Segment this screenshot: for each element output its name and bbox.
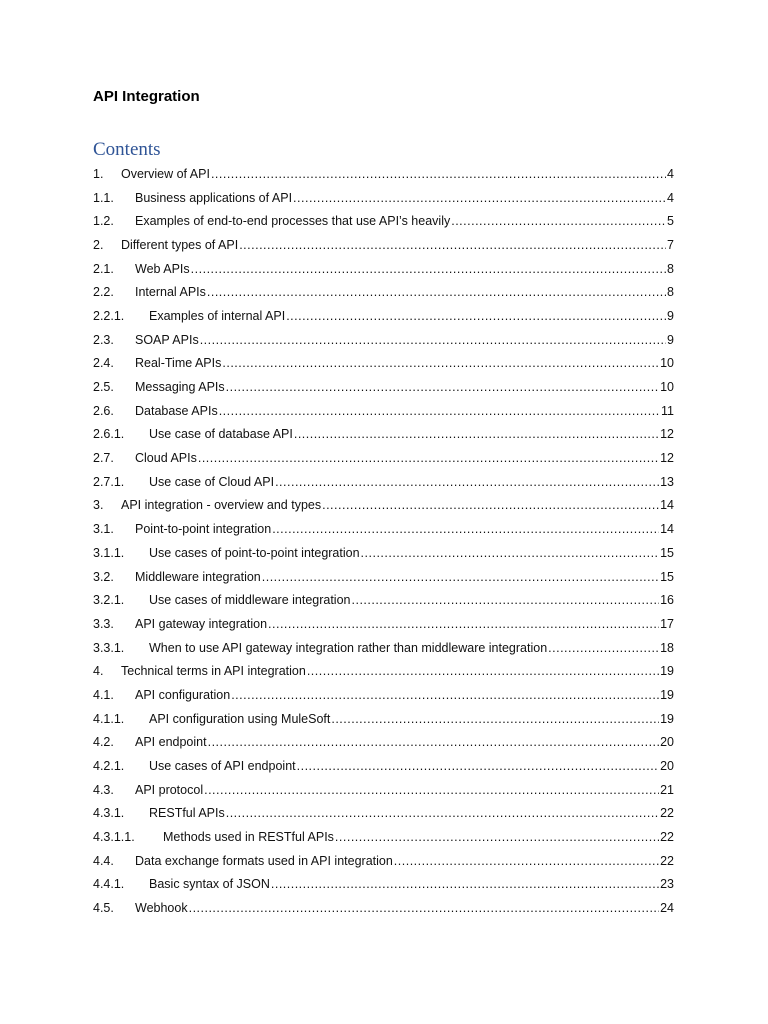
toc-entry-page-number[interactable]: 23	[660, 877, 674, 892]
toc-entry-title[interactable]: API protocol	[135, 782, 204, 797]
toc-entry[interactable]	[93, 494, 674, 518]
toc-entry[interactable]	[93, 825, 674, 849]
toc-entry-page-number[interactable]: 19	[660, 664, 674, 679]
toc-entry-page-number[interactable]: 16	[660, 593, 674, 608]
toc-entry-page-number[interactable]: 4	[667, 190, 674, 205]
toc-entry-number: 2.7.1.	[93, 474, 125, 489]
toc-entry-page-number[interactable]: 21	[660, 782, 674, 797]
toc-entry-title[interactable]: API configuration using MuleSoft	[149, 711, 331, 726]
toc-entry[interactable]	[93, 186, 674, 210]
toc-dot-leader	[394, 853, 659, 869]
toc-entry-page-number[interactable]: 19	[660, 687, 674, 702]
toc-entry[interactable]	[93, 636, 674, 660]
toc-entry[interactable]	[93, 399, 674, 423]
toc-entry[interactable]	[93, 873, 674, 897]
toc-entry[interactable]	[93, 517, 674, 541]
toc-entry-number: 3.3.	[93, 616, 114, 631]
toc-entry-number: 2.	[93, 237, 104, 252]
toc-entry-title[interactable]: Data exchange formats used in API integration	[135, 853, 393, 868]
document-title: API Integration	[93, 88, 200, 105]
toc-entry-title[interactable]: Overview of API	[121, 166, 210, 181]
toc-entry-page-number[interactable]: 10	[660, 356, 674, 371]
toc-entry-page-number[interactable]: 11	[661, 403, 674, 418]
toc-entry[interactable]	[93, 541, 674, 565]
toc-entry-number: 4.	[93, 664, 104, 679]
toc-entry-page-number[interactable]: 9	[667, 332, 674, 347]
toc-entry-page-number[interactable]: 14	[660, 498, 674, 513]
toc-entry-title[interactable]: API endpoint	[135, 735, 207, 750]
toc-entry-title[interactable]: Internal APIs	[135, 285, 206, 300]
toc-entry-number: 4.3.1.1.	[93, 830, 135, 845]
toc-dot-leader	[548, 640, 659, 656]
toc-entry-number: 2.6.	[93, 403, 114, 418]
toc-dot-leader	[219, 403, 660, 419]
toc-dot-leader	[297, 758, 659, 774]
toc-entry[interactable]	[93, 209, 674, 233]
toc-entry-title[interactable]: Use case of Cloud API	[149, 474, 275, 489]
toc-entry-page-number[interactable]: 5	[667, 214, 674, 229]
toc-entry-title[interactable]: When to use API gateway integration rather than middleware integration	[149, 640, 548, 655]
toc-entry-page-number[interactable]: 22	[660, 853, 674, 868]
toc-dot-leader	[335, 829, 659, 845]
toc-entry-page-number[interactable]: 12	[660, 427, 674, 442]
toc-entry[interactable]	[93, 470, 674, 494]
toc-dot-leader	[226, 805, 659, 821]
toc-dot-leader	[294, 426, 659, 442]
toc-dot-leader	[451, 213, 666, 229]
toc-dot-leader	[307, 663, 659, 679]
toc-entry[interactable]	[93, 375, 674, 399]
toc-entry-page-number[interactable]: 8	[667, 285, 674, 300]
toc-entry[interactable]	[93, 162, 674, 186]
toc-dot-leader	[262, 569, 659, 585]
toc-entry[interactable]	[93, 304, 674, 328]
toc-entry-number: 4.5.	[93, 901, 114, 916]
toc-dot-leader	[231, 687, 659, 703]
toc-entry-number: 4.2.1.	[93, 759, 125, 774]
toc-entry[interactable]	[93, 896, 674, 920]
toc-entry[interactable]	[93, 328, 674, 352]
toc-entry-page-number[interactable]: 12	[660, 451, 674, 466]
toc-entry-title[interactable]: Use cases of point-to-point integration	[149, 545, 360, 560]
toc-entry-page-number[interactable]: 18	[660, 640, 674, 655]
toc-entry-number: 3.2.	[93, 569, 114, 584]
toc-entry-page-number[interactable]: 20	[660, 735, 674, 750]
toc-entry-number: 4.1.1.	[93, 711, 125, 726]
toc-entry-title[interactable]: Examples of end-to-end processes that use API’s heavily	[135, 214, 451, 229]
toc-entry-number: 2.1.	[93, 261, 114, 276]
toc-entry[interactable]	[93, 802, 674, 826]
toc-entry-number: 3.2.1.	[93, 593, 125, 608]
toc-entry-number: 3.1.1.	[93, 545, 125, 560]
toc-entry-page-number[interactable]: 9	[667, 308, 674, 323]
toc-entry-title[interactable]: API gateway integration	[135, 616, 268, 631]
toc-entry-page-number[interactable]: 17	[660, 616, 674, 631]
toc-entry[interactable]	[93, 446, 674, 470]
toc-dot-leader	[322, 497, 659, 513]
toc-entry[interactable]	[93, 707, 674, 731]
toc-entry-title[interactable]: Methods used in RESTful APIs	[163, 830, 334, 845]
toc-dot-leader	[222, 355, 659, 371]
toc-entry-title[interactable]: Webhook	[135, 901, 188, 916]
table-of-contents	[93, 162, 674, 920]
toc-entry[interactable]	[93, 423, 674, 447]
toc-entry-title[interactable]: RESTful APIs	[149, 806, 225, 821]
toc-entry-title[interactable]: Messaging APIs	[135, 380, 225, 395]
toc-dot-leader	[200, 332, 666, 348]
toc-entry-title[interactable]: Real-Time APIs	[135, 356, 222, 371]
toc-dot-leader	[208, 734, 660, 750]
toc-dot-leader	[361, 545, 660, 561]
toc-dot-leader	[198, 450, 659, 466]
toc-entry-title[interactable]: Technical terms in API integration	[121, 664, 306, 679]
toc-entry[interactable]	[93, 233, 674, 257]
toc-dot-leader	[189, 900, 660, 916]
toc-entry[interactable]	[93, 778, 674, 802]
toc-entry[interactable]	[93, 731, 674, 755]
toc-entry[interactable]	[93, 280, 674, 304]
toc-dot-leader	[226, 379, 659, 395]
toc-entry-title[interactable]: Point-to-point integration	[135, 522, 272, 537]
toc-entry-title[interactable]: Cloud APIs	[135, 451, 197, 466]
toc-entry-title[interactable]: SOAP APIs	[135, 332, 199, 347]
toc-entry[interactable]	[93, 612, 674, 636]
toc-entry-number: 4.4.	[93, 853, 114, 868]
toc-dot-leader	[204, 782, 659, 798]
toc-entry-title[interactable]: Use cases of middleware integration	[149, 593, 351, 608]
toc-entry-number: 2.6.1.	[93, 427, 125, 442]
toc-entry-number: 2.2.1.	[93, 308, 125, 323]
toc-dot-leader	[275, 474, 659, 490]
toc-entry-page-number[interactable]: 24	[660, 901, 674, 916]
toc-entry[interactable]	[93, 849, 674, 873]
toc-entry-number: 2.4.	[93, 356, 114, 371]
toc-entry-title[interactable]: API integration - overview and types	[121, 498, 322, 513]
toc-entry[interactable]	[93, 588, 674, 612]
toc-entry-title[interactable]: Basic syntax of JSON	[149, 877, 270, 892]
toc-entry-number: 4.1.	[93, 687, 114, 702]
toc-dot-leader	[207, 284, 666, 300]
toc-dot-leader	[268, 616, 659, 632]
toc-entry-number: 2.7.	[93, 451, 114, 466]
toc-entry-number: 4.4.1.	[93, 877, 125, 892]
toc-dot-leader	[191, 261, 666, 277]
toc-entry[interactable]	[93, 683, 674, 707]
toc-entry-title[interactable]: API configuration	[135, 687, 231, 702]
toc-entry-page-number[interactable]: 19	[660, 711, 674, 726]
toc-dot-leader	[239, 237, 666, 253]
toc-entry-number: 1.2.	[93, 214, 114, 229]
toc-entry[interactable]	[93, 257, 674, 281]
toc-entry-number: 3.	[93, 498, 104, 513]
toc-entry-title[interactable]: Different types of API	[121, 237, 239, 252]
toc-entry-page-number[interactable]: 22	[660, 830, 674, 845]
toc-entry-page-number[interactable]: 4	[667, 166, 674, 181]
toc-dot-leader	[293, 190, 666, 206]
toc-entry[interactable]	[93, 352, 674, 376]
toc-entry-page-number[interactable]: 15	[660, 569, 674, 584]
toc-entry-title[interactable]: Use case of database API	[149, 427, 293, 442]
toc-entry[interactable]	[93, 565, 674, 589]
toc-dot-leader	[272, 521, 659, 537]
toc-dot-leader	[211, 166, 666, 182]
toc-entry-page-number[interactable]: 8	[667, 261, 674, 276]
toc-entry[interactable]	[93, 754, 674, 778]
toc-entry-title[interactable]: Middleware integration	[135, 569, 261, 584]
toc-dot-leader	[331, 711, 659, 727]
toc-dot-leader	[271, 876, 659, 892]
toc-entry-number: 4.3.1.	[93, 806, 125, 821]
toc-entry-number: 2.2.	[93, 285, 114, 300]
contents-heading: Contents	[93, 139, 161, 160]
toc-entry-number: 1.1.	[93, 190, 114, 205]
toc-entry-number: 3.3.1.	[93, 640, 125, 655]
toc-entry-title[interactable]: Database APIs	[135, 403, 218, 418]
toc-entry-number: 1.	[93, 166, 104, 181]
toc-entry-title[interactable]: Examples of internal API	[149, 308, 286, 323]
toc-entry-page-number[interactable]: 13	[660, 474, 674, 489]
toc-entry-page-number[interactable]: 14	[660, 522, 674, 537]
toc-entry-page-number[interactable]: 10	[660, 380, 674, 395]
toc-entry-title[interactable]: Business applications of API	[135, 190, 293, 205]
toc-entry-number: 2.5.	[93, 380, 114, 395]
toc-dot-leader	[286, 308, 666, 324]
toc-entry-number: 4.2.	[93, 735, 114, 750]
toc-entry-number: 3.1.	[93, 522, 114, 537]
toc-entry[interactable]	[93, 659, 674, 683]
toc-entry-page-number[interactable]: 20	[660, 759, 674, 774]
toc-entry-page-number[interactable]: 7	[667, 237, 674, 252]
toc-entry-page-number[interactable]: 22	[660, 806, 674, 821]
toc-entry-page-number[interactable]: 15	[660, 545, 674, 560]
toc-dot-leader	[352, 592, 660, 608]
toc-entry-title[interactable]: Use cases of API endpoint	[149, 759, 296, 774]
toc-entry-number: 4.3.	[93, 782, 114, 797]
toc-entry-title[interactable]: Web APIs	[135, 261, 190, 276]
toc-entry-number: 2.3.	[93, 332, 114, 347]
